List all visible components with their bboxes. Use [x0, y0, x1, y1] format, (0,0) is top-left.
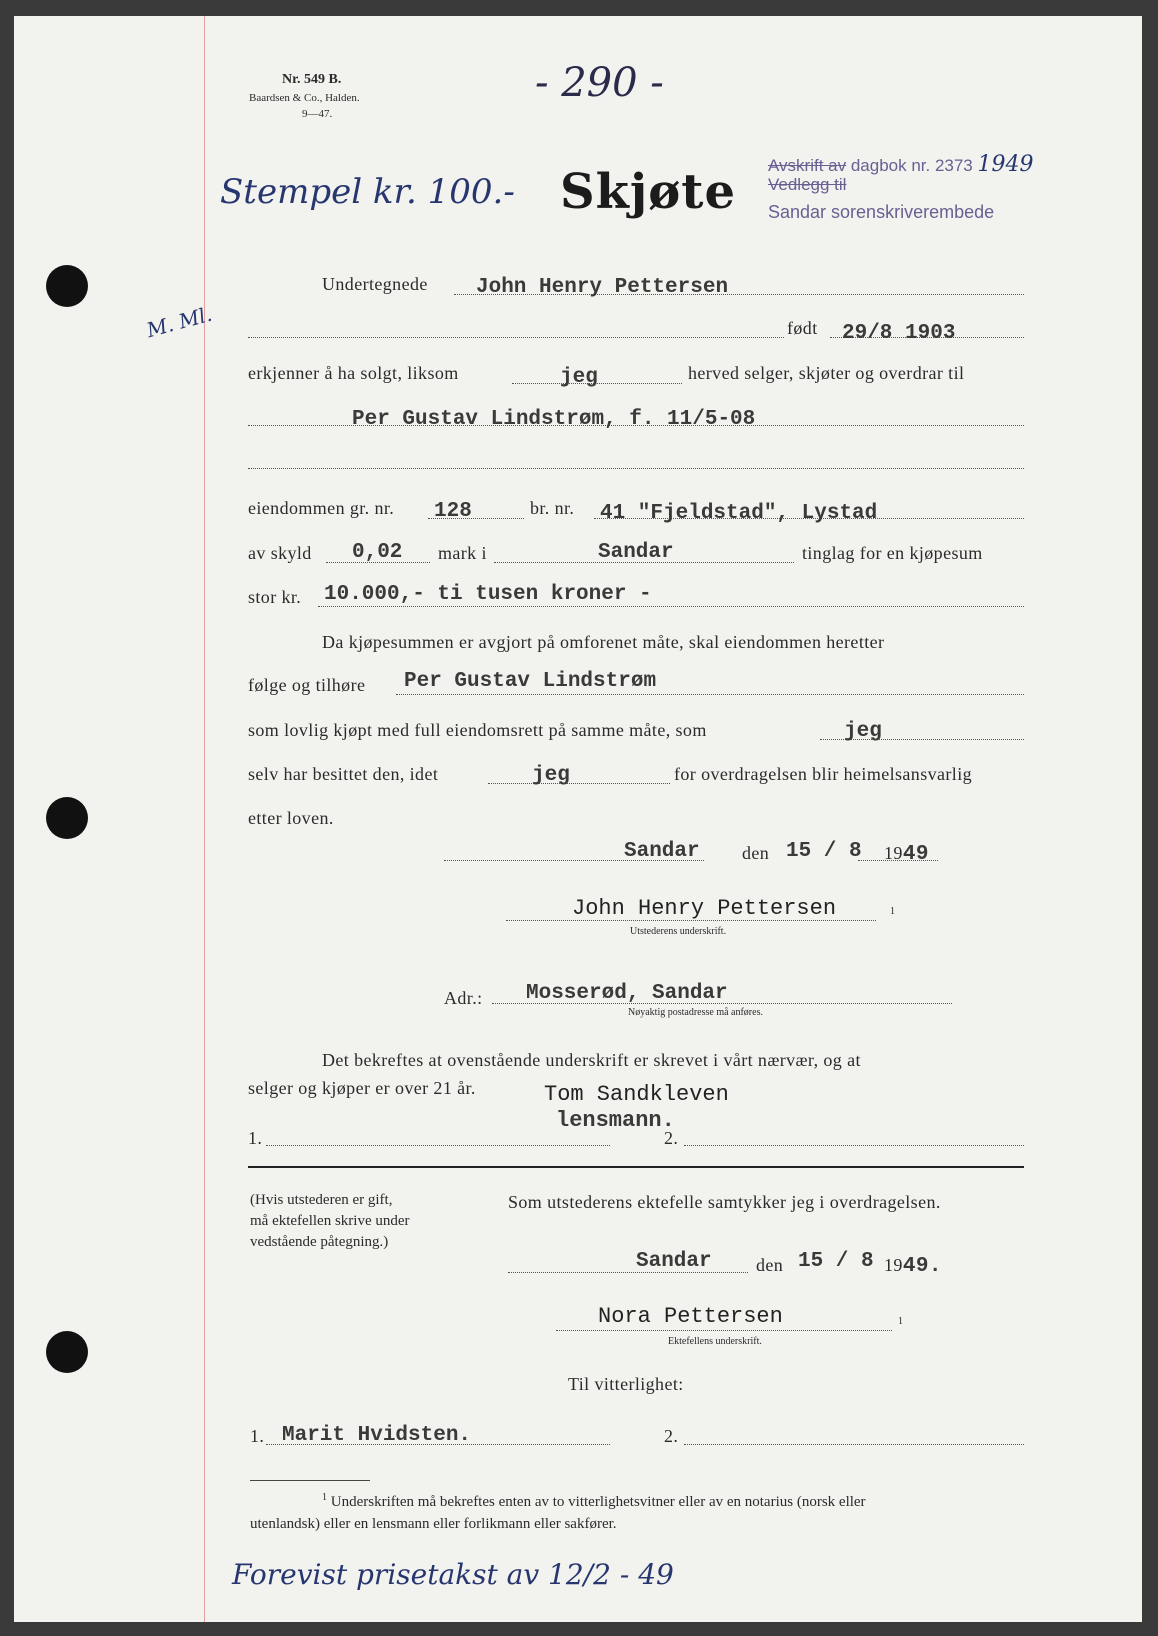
para2-line3-value: jeg — [844, 720, 882, 743]
witness-title: lensmann. — [556, 1108, 675, 1133]
para2-line2-value: Per Gustav Lindstrøm — [404, 670, 657, 693]
spouse-year — [884, 1255, 942, 1278]
bottom-annotation: Forevist prisetakst av 12/2 - 49 — [232, 1558, 674, 1591]
property-label: eiendommen gr. nr. — [248, 498, 395, 518]
para2-line5: etter loven. — [248, 808, 334, 828]
spouse-note-line2: må ektefellen skrive under — [250, 1213, 410, 1229]
section-divider — [248, 1166, 1024, 1168]
margin-initials: M. Ml. — [144, 301, 215, 343]
vitterlighet-label: Til vitterlighet: — [568, 1374, 684, 1394]
footnote-line1 — [322, 1492, 866, 1511]
seller-name: John Henry Pettersen — [476, 276, 729, 299]
spouse-note-line3: vedstående påtegning.) — [250, 1234, 389, 1250]
punch-hole-top — [46, 265, 88, 307]
edition-date: 9—47. — [302, 108, 333, 120]
page-number: - 290 - — [535, 60, 664, 106]
office-stamp-year: 1949 — [977, 152, 1034, 177]
footnote-mark: 1 — [322, 1492, 327, 1503]
form-number: Nr. 549 B. — [282, 72, 342, 87]
para2-line1: Da kjøpesummen er avgjort på omforenet måte, skal eiendommen heretter — [322, 632, 885, 652]
witness-num1: 1. — [248, 1128, 263, 1148]
margin-rule — [204, 16, 205, 1622]
sig1-footnote-mark: 1 — [890, 906, 895, 917]
spouse-signer: Nora Pettersen — [598, 1304, 783, 1329]
witness-name: Tom Sandkleven — [544, 1082, 729, 1107]
skyld-value: 0,02 — [352, 541, 403, 564]
mark-label: mark i — [438, 543, 487, 563]
tinglag-label: tinglag for en kjøpesum — [802, 543, 983, 563]
spouse-den-label: den — [756, 1255, 784, 1275]
acknowledge-label: erkjenner å ha solgt, liksom — [248, 363, 459, 383]
spouse-footnote-mark: 1 — [898, 1316, 903, 1327]
footnote-text1: Underskriften må bekreftes enten av to vitterlighetsvitner eller av en notarius (norsk eller — [330, 1494, 866, 1510]
spouse-note-line1: (Hvis utstederen er gift, — [250, 1192, 393, 1208]
para2-line2-label: følge og tilhøre — [248, 675, 366, 695]
adr-caption: Nøyaktig postadresse må anføres. — [628, 1007, 763, 1018]
sig1-place: Sandar — [624, 840, 700, 863]
office-stamp-struck1: Avskrift av — [768, 156, 847, 175]
gr-nr-value: 128 — [434, 500, 472, 523]
witness-line1: Det bekreftes at ovenstående underskrift er skrevet i vårt nærvær, og at — [322, 1050, 861, 1070]
born-date: 29/8 1903 — [842, 322, 956, 345]
para2-line4-rest: for overdragelsen blir heimelsansvarlig — [674, 764, 973, 784]
printer-name: Baardsen & Co., Halden. — [249, 92, 360, 104]
adr-label: Adr.: — [444, 988, 483, 1008]
spouse-year-suffix: 49. — [902, 1255, 942, 1278]
sig1-signer: John Henry Pettersen — [572, 896, 837, 921]
spouse-caption: Ektefellens underskrift. — [668, 1336, 762, 1347]
amount-value: 10.000,- ti tusen kroner - — [324, 583, 652, 606]
sig1-den-label: den — [742, 843, 770, 863]
spouse-place: Sandar — [636, 1250, 712, 1273]
office-stamp-line3: Sandar sorenskriverembede — [768, 202, 995, 222]
punch-hole-middle — [46, 797, 88, 839]
acknowledge-value: jeg — [560, 366, 598, 389]
stor-label: stor kr. — [248, 587, 302, 607]
acknowledge-rest: herved selger, skjøter og overdrar til — [688, 363, 965, 383]
adr-value: Mosserød, Sandar — [526, 982, 728, 1005]
skyld-label: av skyld — [248, 543, 312, 563]
sig1-year — [884, 843, 929, 866]
spouse-year-prefix: 19 — [884, 1255, 903, 1275]
br-nr-value: 41 "Fjeldstad", Lystad — [600, 502, 878, 525]
para2-line3-label: som lovlig kjøpt med full eiendomsrett på samme måte, som — [248, 720, 707, 740]
mark-value: Sandar — [598, 541, 674, 564]
stamp-duty-note: Stempel kr. 100.- — [220, 172, 515, 212]
punch-hole-bottom — [46, 1331, 88, 1373]
office-stamp-dagbok: dagbok nr. 2373 — [850, 156, 973, 175]
witness2-num: 2. — [664, 1426, 679, 1446]
office-stamp-line2: Vedlegg til — [768, 175, 847, 194]
undersigned-label: Undertegnede — [322, 274, 428, 294]
sig1-year-suffix: 49 — [902, 843, 929, 866]
spouse-date: 15 / 8 — [798, 1250, 874, 1273]
witness1-num: 1. — [250, 1426, 265, 1446]
born-label: født — [787, 318, 818, 338]
sig1-year-prefix: 19 — [884, 843, 903, 863]
witness1-name: Marit Hvidsten. — [282, 1424, 472, 1447]
sig1-caption: Utstederens underskrift. — [630, 926, 727, 937]
buyer-line: Per Gustav Lindstrøm, f. 11/5-08 — [352, 408, 756, 431]
para2-line4-value: jeg — [532, 764, 570, 787]
para2-line4-label: selv har besittet den, idet — [248, 764, 439, 784]
footnote-line2: utenlandsk) eller en lensmann eller forlikmann eller sakfører. — [250, 1516, 617, 1532]
spouse-consent: Som utstederens ektefelle samtykker jeg i overdragelsen. — [508, 1192, 941, 1212]
br-label: br. nr. — [530, 498, 575, 518]
office-stamp-line1 — [768, 152, 1034, 177]
sig1-date: 15 / 8 — [786, 840, 862, 863]
witness-num2: 2. — [664, 1128, 679, 1148]
document-title: Skjøte — [560, 164, 737, 220]
witness-line2: selger og kjøper er over 21 år. — [248, 1078, 476, 1098]
